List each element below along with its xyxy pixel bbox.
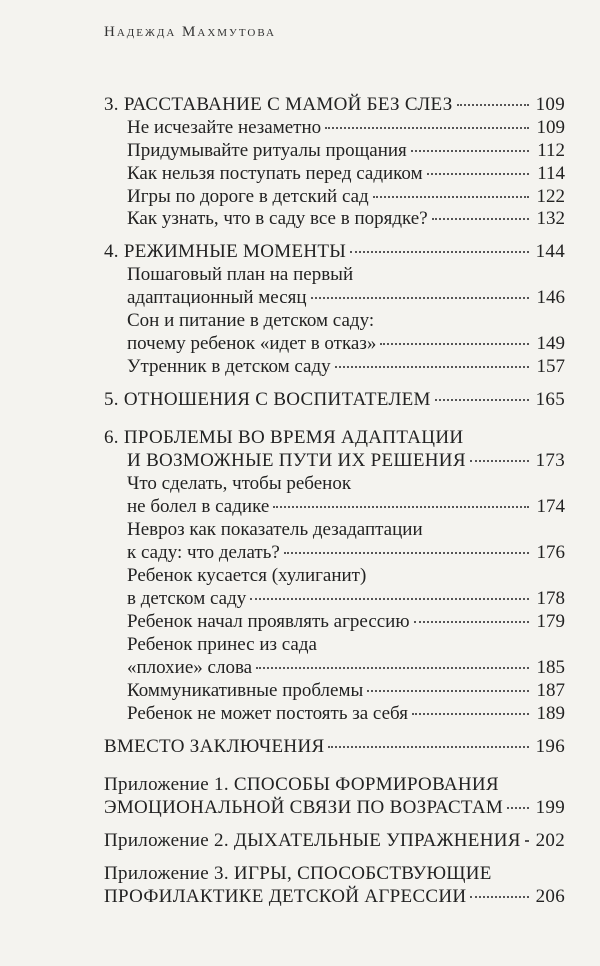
leader-dots <box>284 552 529 554</box>
running-head: Надежда Махмутова <box>104 24 276 40</box>
toc-entry-title: 3. РАССТАВАНИЕ С МАМОЙ БЕЗ СЛЕЗ <box>104 94 453 115</box>
toc-entry[interactable] <box>127 116 565 140</box>
toc-entry[interactable] <box>104 773 565 797</box>
toc-entry[interactable] <box>127 355 565 379</box>
toc-entry-title: почему ребенок «идет в отказ» <box>127 333 377 354</box>
toc-entry-title: Приложение 2. ДЫХАТЕЛЬНЫЕ УПРАЖНЕНИЯ <box>104 830 521 851</box>
leader-dots <box>380 343 529 345</box>
toc-entry-title: 4. РЕЖИМНЫЕ МОМЕНТЫ <box>104 241 347 262</box>
toc-entry-page: 185 <box>536 657 565 678</box>
toc-entry-page: 157 <box>536 356 565 377</box>
toc-entry-title: не болел в садике <box>127 496 270 517</box>
toc-entry[interactable] <box>127 495 565 519</box>
toc-entry[interactable] <box>127 286 565 310</box>
toc-entry-page: 144 <box>535 241 565 262</box>
leader-dots <box>256 667 529 669</box>
toc-entry-page: 174 <box>536 496 565 517</box>
toc-entry-title: Приложение 1. СПОСОБЫ ФОРМИРОВАНИЯ <box>104 774 499 795</box>
toc-entry[interactable] <box>104 388 565 412</box>
toc-entry-title: Ребенок начал проявлять агрессию <box>127 611 410 632</box>
toc-entry[interactable] <box>127 449 565 473</box>
leader-dots <box>311 297 529 299</box>
toc-entry[interactable] <box>127 332 565 356</box>
toc-entry[interactable] <box>127 162 565 186</box>
toc-entry-title: И ВОЗМОЖНЫЕ ПУТИ ИХ РЕШЕНИЯ <box>127 450 466 471</box>
toc-entry[interactable] <box>127 139 565 163</box>
toc-entry-page: 112 <box>537 140 565 161</box>
toc-entry-page: 114 <box>537 163 565 184</box>
toc-entry[interactable] <box>104 885 565 909</box>
toc-entry[interactable] <box>104 735 565 759</box>
leader-dots <box>373 196 529 198</box>
toc-entry-title: 6. ПРОБЛЕМЫ ВО ВРЕМЯ АДАПТАЦИИ <box>104 427 464 448</box>
toc-entry-title: Невроз как показатель дезадаптации <box>127 519 423 540</box>
toc-entry-title: Коммуникативные проблемы <box>127 680 364 701</box>
leader-dots <box>435 399 529 401</box>
toc-entry-title: адаптационный месяц <box>127 287 307 308</box>
toc-entry-page: 176 <box>536 542 565 563</box>
toc-entry[interactable] <box>127 185 565 209</box>
toc-entry-page: 132 <box>536 208 565 229</box>
toc-entry-page: 199 <box>535 797 565 818</box>
toc-entry[interactable] <box>127 518 565 542</box>
toc-entry-title: Что сделать, чтобы ребенок <box>127 473 352 494</box>
leader-dots <box>414 621 529 623</box>
toc-entry-page: 165 <box>535 389 565 410</box>
toc-entry-title: Ребенок не может постоять за себя <box>127 703 408 724</box>
toc-entry[interactable] <box>127 541 565 565</box>
leader-dots <box>325 127 529 129</box>
toc-entry-page: 146 <box>536 287 565 308</box>
leader-dots <box>470 896 529 898</box>
toc-entry-title: 5. ОТНОШЕНИЯ С ВОСПИТАТЕЛЕМ <box>104 389 431 410</box>
toc-entry-title: Придумывайте ритуалы прощания <box>127 140 407 161</box>
toc-entry-title: Пошаговый план на первый <box>127 264 354 285</box>
toc-entry-title: Как узнать, что в саду все в порядке? <box>127 208 428 229</box>
toc-entry[interactable] <box>104 93 565 117</box>
toc-entry[interactable] <box>104 829 565 853</box>
toc-entry[interactable] <box>127 564 565 588</box>
toc-entry[interactable] <box>127 656 565 680</box>
toc-entry[interactable] <box>127 587 565 611</box>
toc-entry[interactable] <box>127 309 565 333</box>
toc-entry-title: к саду: что делать? <box>127 542 280 563</box>
toc-entry-title: Не исчезайте незаметно <box>127 117 322 138</box>
leader-dots <box>273 506 529 508</box>
leader-dots <box>250 598 529 600</box>
leader-dots <box>411 150 529 152</box>
toc-entry-page: 109 <box>536 117 565 138</box>
leader-dots <box>432 218 529 220</box>
toc-entry-page: 122 <box>536 186 565 207</box>
leader-dots <box>367 690 529 692</box>
toc-entry-title: Приложение 3. ИГРЫ, СПОСОБСТВУЮЩИЕ <box>104 863 492 884</box>
toc-entry[interactable] <box>104 426 565 450</box>
leader-dots <box>457 104 529 106</box>
toc-entry-title: Игры по дороге в детский сад <box>127 186 369 207</box>
toc-entry[interactable] <box>104 240 565 264</box>
toc-entry[interactable] <box>127 472 565 496</box>
toc-entry-title: ВМЕСТО ЗАКЛЮЧЕНИЯ <box>104 736 325 757</box>
toc-entry-title: Как нельзя поступать перед садиком <box>127 163 423 184</box>
toc-entry[interactable] <box>127 679 565 703</box>
leader-dots <box>525 840 529 842</box>
toc-entry-page: 189 <box>536 703 565 724</box>
toc-entry-page: 187 <box>536 680 565 701</box>
toc-entry[interactable] <box>127 610 565 634</box>
toc-entry-title: Ребенок кусается (хулиганит) <box>127 565 367 586</box>
toc-entry-title: Ребенок принес из сада <box>127 634 317 655</box>
toc-entry[interactable] <box>127 263 565 287</box>
leader-dots <box>507 807 529 809</box>
toc-entry-title: ПРОФИЛАКТИКЕ ДЕТСКОЙ АГРЕССИИ <box>104 886 467 907</box>
toc-entry-page: 109 <box>535 94 565 115</box>
leader-dots <box>470 460 529 462</box>
toc-entry-title: Сон и питание в детском саду: <box>127 310 375 331</box>
toc-entry-title: «плохие» слова <box>127 657 253 678</box>
toc-entry[interactable] <box>104 796 565 820</box>
toc-entry[interactable] <box>127 633 565 657</box>
toc-entry[interactable] <box>127 702 565 726</box>
toc-entry-page: 206 <box>535 886 565 907</box>
leader-dots <box>427 173 529 175</box>
toc-entry-page: 173 <box>535 450 565 471</box>
toc-entry-page: 179 <box>536 611 565 632</box>
leader-dots <box>328 746 529 748</box>
leader-dots <box>335 366 529 368</box>
leader-dots <box>412 713 529 715</box>
toc-entry[interactable] <box>127 207 565 231</box>
leader-dots <box>350 251 529 253</box>
toc-entry-page: 178 <box>536 588 565 609</box>
toc-entry-title: в детском саду <box>127 588 247 609</box>
toc-entry-page: 202 <box>535 830 565 851</box>
toc-entry-page: 196 <box>535 736 565 757</box>
toc-entry-page: 149 <box>536 333 565 354</box>
toc-entry-title: ЭМОЦИОНАЛЬНОЙ СВЯЗИ ПО ВОЗРАСТАМ <box>104 797 504 818</box>
toc-entry[interactable] <box>104 862 565 886</box>
toc-entry-title: Утренник в детском саду <box>127 356 331 377</box>
